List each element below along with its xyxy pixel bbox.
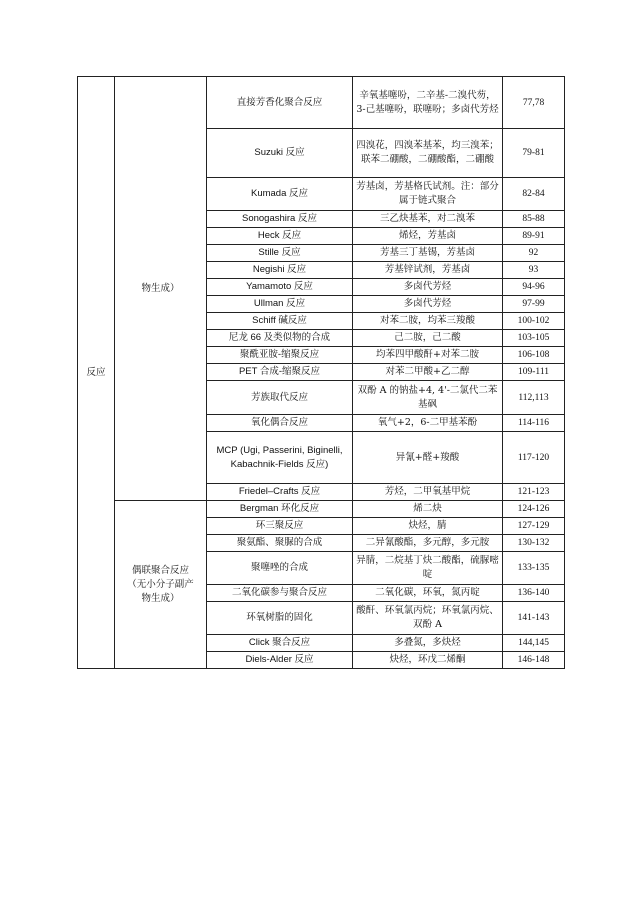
reaction-name-cell: Diels-Alder 反应 (207, 652, 353, 669)
group-label-line: 物生成） (141, 592, 180, 604)
reaction-name-cell: Friedel–Crafts 反应 (207, 484, 353, 501)
reaction-name-cell: 芳族取代反应 (207, 381, 353, 415)
monomers-cell: 对苯二甲酸+乙二醇 (353, 364, 503, 381)
pages-cell: 94-96 (503, 279, 565, 296)
reaction-name-cell: Click 聚合反应 (207, 635, 353, 652)
monomers-cell: 均苯四甲酸酐+对苯二胺 (353, 347, 503, 364)
reaction-name-cell: Bergman 环化反应 (207, 501, 353, 518)
pages-cell: 103-105 (503, 330, 565, 347)
reaction-name-cell: 直接芳香化聚合反应 (207, 77, 353, 129)
reaction-name-cell: 氧化偶合反应 (207, 415, 353, 432)
pages-cell: 97-99 (503, 296, 565, 313)
monomers-cell: 多卤代芳烃 (353, 279, 503, 296)
monomers-cell: 异腈，二烷基丁炔二酸酯，硫脲嘧啶 (353, 552, 503, 585)
pages-cell: 106-108 (503, 347, 565, 364)
monomers-cell: 三乙炔基苯，对二溴苯 (353, 211, 503, 228)
pages-cell: 130-132 (503, 535, 565, 552)
reaction-name-cell: Schiff 碱反应 (207, 313, 353, 330)
monomers-cell: 芳基锌试剂，芳基卤 (353, 262, 503, 279)
table-row (78, 501, 565, 518)
pages-cell: 100-102 (503, 313, 565, 330)
reaction-name-cell: Ullman 反应 (207, 296, 353, 313)
pages-cell: 82-84 (503, 178, 565, 211)
monomers-cell: 酸酐、环氧氯丙烷；环氧氯丙烷、双酚 A (353, 602, 503, 635)
table-row (78, 77, 565, 129)
reaction-name-cell: Suzuki 反应 (207, 129, 353, 178)
pages-cell: 144,145 (503, 635, 565, 652)
monomers-cell: 芳基卤，芳基格氏试剂。注：部分属于链式聚合 (353, 178, 503, 211)
monomers-cell: 二异氰酸酯，多元醇，多元胺 (353, 535, 503, 552)
group-label-line: （无小分子副产 (127, 578, 194, 590)
pages-cell: 93 (503, 262, 565, 279)
reaction-name-cell: 聚噻唑的合成 (207, 552, 353, 585)
pages-cell: 79-81 (503, 129, 565, 178)
category-cell: 反应 (78, 77, 115, 669)
reaction-name-cell: PET 合成-缩聚反应 (207, 364, 353, 381)
pages-cell: 114-116 (503, 415, 565, 432)
group-label-cell (115, 501, 207, 669)
reaction-name-cell: 环氧树脂的固化 (207, 602, 353, 635)
reaction-name-cell: Sonogashira 反应 (207, 211, 353, 228)
reaction-name-cell: 聚氨酯、聚脲的合成 (207, 535, 353, 552)
reaction-name-cell: 聚酰亚胺-缩聚反应 (207, 347, 353, 364)
reaction-name-cell: MCP (Ugi, Passerini, Biginelli, Kabachnik-Fields 反应) (207, 432, 353, 484)
group-label-line: 偶联聚合反应 (131, 564, 189, 576)
monomers-cell: 烯二炔 (353, 501, 503, 518)
monomers-cell: 对苯二胺，均苯三羧酸 (353, 313, 503, 330)
pages-cell: 121-123 (503, 484, 565, 501)
monomers-cell: 氧气+2，6-二甲基苯酚 (353, 415, 503, 432)
pages-cell: 77,78 (503, 77, 565, 129)
monomers-cell: 烯烃，芳基卤 (353, 228, 503, 245)
pages-cell: 117-120 (503, 432, 565, 484)
reaction-table-body (78, 77, 565, 669)
pages-cell: 85-88 (503, 211, 565, 228)
pages-cell: 136-140 (503, 585, 565, 602)
pages-cell: 146-148 (503, 652, 565, 669)
reaction-name-cell: Kumada 反应 (207, 178, 353, 211)
monomers-cell: 多叠氮，多炔烃 (353, 635, 503, 652)
reaction-name-cell: Yamamoto 反应 (207, 279, 353, 296)
monomers-cell: 四溴花，四溴苯基苯，均三溴苯；联苯二硼酸，二硼酸酯，二硼酸 (353, 129, 503, 178)
monomers-cell: 芳基三丁基锡，芳基卤 (353, 245, 503, 262)
pages-cell: 127-129 (503, 518, 565, 535)
pages-cell: 92 (503, 245, 565, 262)
pages-cell: 133-135 (503, 552, 565, 585)
reaction-name-cell: 二氧化碳参与聚合反应 (207, 585, 353, 602)
monomers-cell: 芳烃，二甲氧基甲烷 (353, 484, 503, 501)
pages-cell: 109-111 (503, 364, 565, 381)
reaction-name-cell: 尼龙 66 及类似物的合成 (207, 330, 353, 347)
pages-cell: 141-143 (503, 602, 565, 635)
monomers-cell: 炔烃，环戊二烯酮 (353, 652, 503, 669)
reaction-table (77, 76, 565, 669)
reaction-name-cell: 环三聚反应 (207, 518, 353, 535)
reaction-name-cell: Negishi 反应 (207, 262, 353, 279)
reaction-name-cell: Stille 反应 (207, 245, 353, 262)
pages-cell: 124-126 (503, 501, 565, 518)
monomers-cell: 辛氧基噻吩，二辛基-二溴代芴，3-己基噻吩，联噻吩；多卤代芳烃 (353, 77, 503, 129)
pages-cell: 89-91 (503, 228, 565, 245)
monomers-cell: 炔烃，腈 (353, 518, 503, 535)
monomers-cell: 异氰+醛+羧酸 (353, 432, 503, 484)
monomers-cell: 多卤代芳烃 (353, 296, 503, 313)
reaction-name-cell: Heck 反应 (207, 228, 353, 245)
monomers-cell: 双酚 A 的钠盐+4, 4'-二氯代二苯基砜 (353, 381, 503, 415)
pages-cell: 112,113 (503, 381, 565, 415)
monomers-cell: 二氧化碳，环氧，氮丙啶 (353, 585, 503, 602)
monomers-cell: 己二胺，己二酸 (353, 330, 503, 347)
group-label-cell: 物生成） (115, 77, 207, 501)
